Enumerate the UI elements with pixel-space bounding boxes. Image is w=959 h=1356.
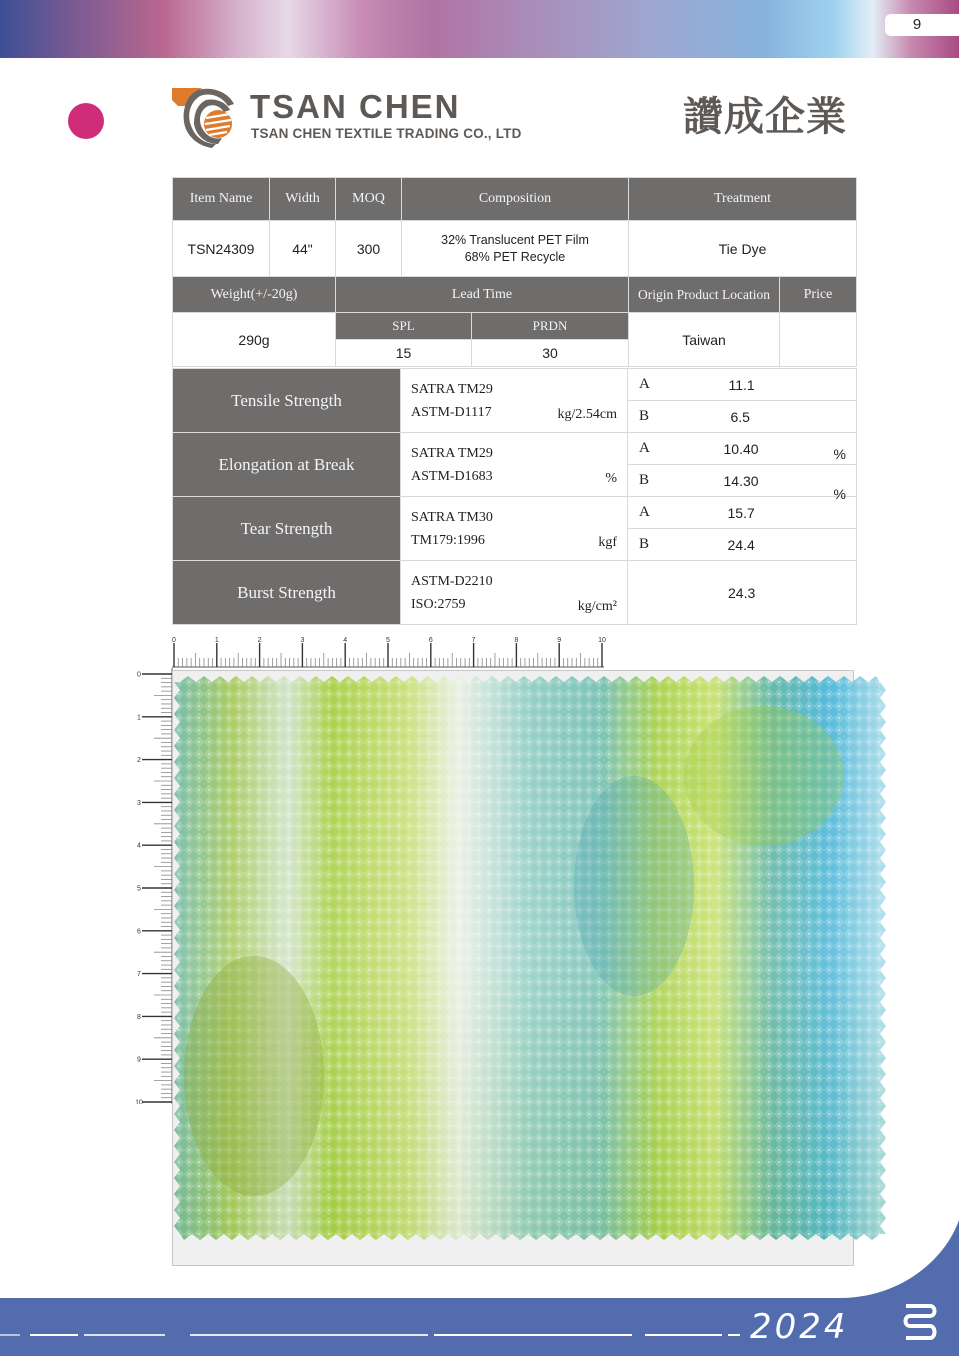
elongation-b-cell <box>664 465 857 502</box>
method-1: SATRA TM29 <box>411 445 493 461</box>
ruler-left-label: 2 <box>137 757 141 765</box>
ruler-top-label: 1 <box>214 637 219 644</box>
brand-subtitle: TSAN CHEN TEXTILE TRADING CO., LTD <box>251 126 522 141</box>
ruler-top-label: 2 <box>257 637 262 644</box>
test-method-tear <box>401 497 628 561</box>
ruler-left-label: 0 <box>137 671 141 679</box>
weight-value: 290g <box>173 313 336 367</box>
item-name-value: TSN24309 <box>173 221 270 277</box>
test-label-tensile: Tensile Strength <box>173 369 401 433</box>
year-text: 2024 <box>750 1307 849 1346</box>
fabric-swatch-image <box>174 676 886 1240</box>
ruler-top-label: 7 <box>471 637 476 644</box>
test-method-burst <box>401 561 628 625</box>
elongation-a-value: 10.40 <box>723 440 759 457</box>
year-2024-logo <box>748 1300 948 1346</box>
spl-value: 15 <box>336 340 472 367</box>
ruler-left-label: 8 <box>137 1013 141 1021</box>
header-moq: MOQ <box>336 178 402 221</box>
ruler-left-label: 4 <box>137 842 141 850</box>
ruler-left-label: 10 <box>135 1099 143 1104</box>
unit: kgf <box>598 535 617 550</box>
ruler-top-label: 8 <box>514 637 519 644</box>
header-origin: Origin Product Location <box>629 277 780 313</box>
spec-table <box>172 177 857 367</box>
tensile-a-value: 11.1 <box>664 369 857 401</box>
prdn-value: 30 <box>472 340 629 367</box>
header-lead-time: Lead Time <box>336 277 629 313</box>
tests-table <box>172 368 857 625</box>
elongation-a-cell <box>664 433 857 465</box>
direction-a: A <box>628 497 664 529</box>
ruler-top-label: 9 <box>557 637 562 644</box>
method-2: ISO:2759 <box>411 596 466 612</box>
ruler-left <box>130 668 174 1104</box>
ruler-top-label: 10 <box>598 637 606 644</box>
elongation-b-value: 14.30 <box>723 472 759 489</box>
ruler-left-label: 7 <box>137 971 141 979</box>
tensile-b-value: 6.5 <box>664 401 857 433</box>
composition-value <box>402 221 629 277</box>
treatment-value: Tie Dye <box>629 221 857 277</box>
header-weight: Weight(+/-20g) <box>173 277 336 313</box>
elongation-b-unit: % <box>833 486 846 502</box>
ruler-top-label: 6 <box>428 637 433 644</box>
composition-line-2: 68% PET Recycle <box>464 249 566 264</box>
direction-a: A <box>628 433 664 465</box>
direction-b: B <box>628 401 664 433</box>
method-1: SATRA TM29 <box>411 381 493 397</box>
origin-value: Taiwan <box>629 313 780 367</box>
page-number-tab <box>885 14 959 36</box>
width-value: 44" <box>270 221 336 277</box>
brand-name: TSAN CHEN <box>250 88 461 125</box>
ruler-top <box>172 634 606 670</box>
header-treatment: Treatment <box>629 178 857 221</box>
direction-a: A <box>628 369 664 401</box>
magenta-dot <box>68 103 104 139</box>
brand-cjk: 讚成企業 <box>683 94 847 140</box>
ruler-left-label: 6 <box>137 928 141 936</box>
unit: kg/2.54cm <box>557 407 617 422</box>
moq-value: 300 <box>336 221 402 277</box>
header-spl: SPL <box>336 313 472 340</box>
header-prdn: PRDN <box>472 313 629 340</box>
header-item-name: Item Name <box>173 178 270 221</box>
method-2: ASTM-D1117 <box>411 404 492 420</box>
ruler-top-label: 5 <box>386 637 390 644</box>
page-number: 9 <box>912 16 922 33</box>
footer-year <box>748 1300 948 1346</box>
tear-b-value: 24.4 <box>664 529 857 561</box>
ruler-left-label: 9 <box>137 1056 141 1064</box>
elongation-a-unit: % <box>833 446 846 462</box>
direction-b: B <box>628 465 664 497</box>
test-method-elongation <box>401 433 628 497</box>
method-2: TM179:1996 <box>411 532 485 548</box>
unit: % <box>605 471 617 486</box>
tsan-chen-logo-icon <box>172 86 240 148</box>
tear-a-value: 15.7 <box>664 497 857 529</box>
direction-b: B <box>628 529 664 561</box>
test-label-elongation: Elongation at Break <box>173 433 401 497</box>
price-value <box>780 313 857 367</box>
unit: kg/cm² <box>577 599 617 614</box>
burst-value: 24.3 <box>628 561 857 625</box>
header-gradient-band <box>0 0 959 58</box>
ruler-top-label: 0 <box>172 637 176 644</box>
test-method-tensile <box>401 369 628 433</box>
ruler-left-label: 3 <box>137 799 141 807</box>
ruler-top-label: 4 <box>343 637 348 644</box>
composition-line-1: 32% Translucent PET Film <box>441 232 589 247</box>
header-width: Width <box>270 178 336 221</box>
ruler-left-label: 5 <box>137 885 141 893</box>
method-2: ASTM-D1683 <box>411 468 493 484</box>
header-composition: Composition <box>402 178 629 221</box>
ruler-left-label: 1 <box>137 714 141 722</box>
ruler-top-label: 3 <box>300 637 305 644</box>
header-price: Price <box>780 277 857 313</box>
method-1: SATRA TM30 <box>411 509 493 525</box>
test-label-tear: Tear Strength <box>173 497 401 561</box>
method-1: ASTM-D2210 <box>411 573 493 589</box>
test-label-burst: Burst Strength <box>173 561 401 625</box>
